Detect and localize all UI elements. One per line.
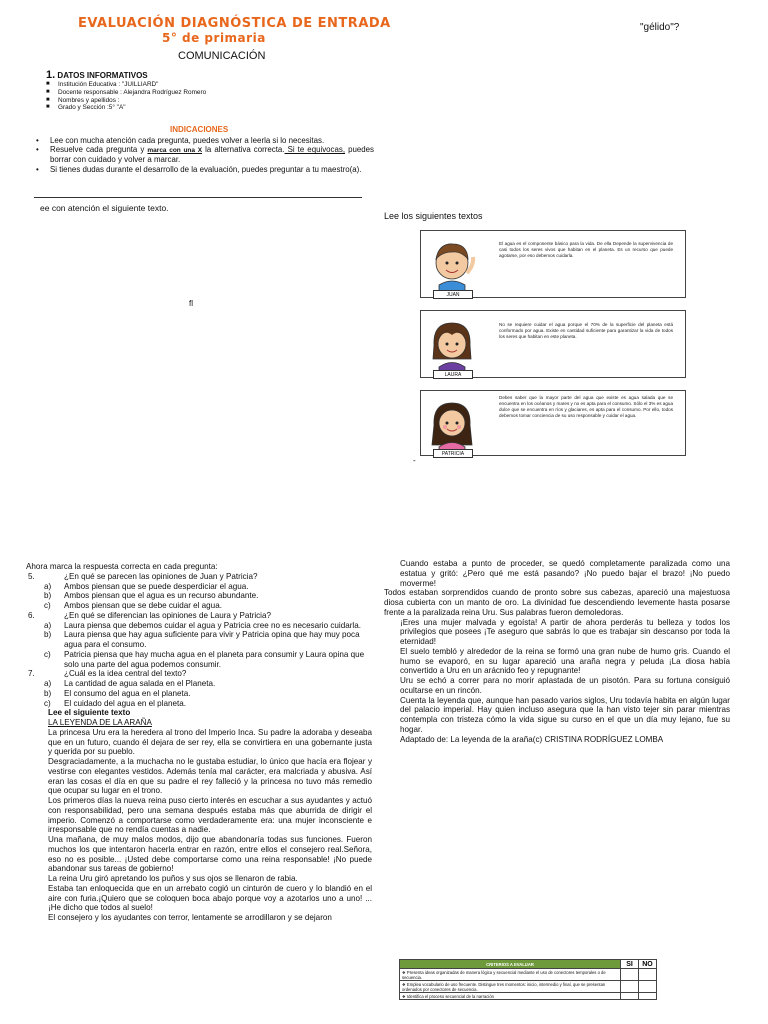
- boy-avatar-icon: [427, 235, 477, 293]
- card-name-label: PATRICIA: [433, 449, 473, 458]
- questions-column: [26, 562, 372, 923]
- rubric-yes-cell[interactable]: [621, 993, 639, 1000]
- diamond-bullet-icon: ❖: [402, 969, 407, 975]
- question-number: 7.: [28, 669, 35, 679]
- question-7: [26, 669, 372, 679]
- rubric-row: ❖ Identifica el proceso secuencial de la narración: [400, 993, 657, 1000]
- answer-option[interactable]: a) Laura piensa que debemos cuidar el agua y Patricia cree no es necesario cuidarla.: [44, 620, 361, 630]
- rubric-no-header: NO: [639, 960, 657, 969]
- diamond-bullet-icon: ❖: [402, 993, 407, 999]
- stray-tick: -: [413, 456, 416, 465]
- question-text: ¿En qué se diferencian las opiniones de Laura y Patricia?: [64, 610, 271, 620]
- corner-note: "gélido"?: [640, 22, 680, 33]
- questions-intro: Ahora marca la respuesta correcta en cada pregunta:: [26, 562, 218, 571]
- rubric-no-cell[interactable]: [639, 981, 657, 993]
- section-number: 1.: [46, 69, 56, 81]
- story-paragraph: Uru se echó a correr para no morir aplastada de un pisotón. Para su fortuna consiguió ocultarse en un rincón.: [400, 676, 730, 695]
- question-text: ¿Cuál es la idea central del texto?: [64, 669, 187, 679]
- rubric-no-cell[interactable]: [639, 969, 657, 981]
- diamond-bullet-icon: ❖: [402, 981, 407, 987]
- story-paragraph: Una mañana, de muy malos modos, dijo que abandonaría todas sus funciones. Fueron muchos los que intentaron hacerla entrar en razón, entre ellos el consejero real.Señora, eso no es posible... ¡Usted debe comportarse como una reina responsable! ¡No puede abandonar sus tareas de gobierno!: [48, 835, 372, 874]
- square-bullet-icon: ■: [46, 104, 50, 111]
- answer-option[interactable]: b) El consumo del agua en el planeta.: [44, 688, 191, 698]
- reading-instruction-texts: Lee los siguientes textos: [384, 211, 483, 221]
- answer-option[interactable]: a) La cantidad de agua salada en el Planeta.: [44, 679, 216, 688]
- stray-text: fl: [189, 299, 193, 308]
- story-instruction: Lee el siguiente texto: [48, 708, 131, 718]
- question-6: [26, 611, 372, 621]
- indicacion-item: • Lee con mucha atención cada pregunta, puedes volver a leerla si lo necesitas.: [36, 136, 325, 145]
- rubric-yes-cell[interactable]: [621, 981, 639, 993]
- girl-avatar-icon: [427, 315, 477, 373]
- card-name-label: LAURA: [433, 370, 473, 379]
- question-number: 6.: [28, 610, 35, 620]
- rubric-no-cell[interactable]: [639, 993, 657, 1000]
- datos-item: ■ Docente responsable : Alejandra Rodríguez Romero: [46, 88, 207, 96]
- indicaciones-heading: INDICACIONES: [170, 125, 229, 134]
- answer-option[interactable]: b) Laura piensa que hay agua suficiente para vivir y Patricia opina que hay muy poca agua para el consumo.: [44, 630, 360, 649]
- answer-option[interactable]: b) Ambos piensan que el agua es un recurso abundante.: [44, 591, 259, 601]
- story-paragraph: La reina Uru giró apretando los puños y sus ojos se llenaron de rabia.: [48, 874, 298, 883]
- rubric-row: ❖ Presenta ideas organizadas de manera lógica y secuencial mediante el uso de conectores temporales o de secuencia.: [400, 969, 657, 981]
- story-continuation-column: [384, 559, 730, 744]
- opinion-card-patricia: [420, 390, 686, 456]
- card-opinion-text: No se requiere cuidar el agua porque el 70% de la superficie del planeta está conformado por agua. Existe en cantidad suficiente para garantizar la vida de todos los seres que habitan en este planeta.: [499, 322, 673, 339]
- bullet-icon: •: [36, 164, 39, 174]
- datos-item: ■ Grado y Sección :5° "A": [46, 104, 126, 112]
- answer-option[interactable]: c) Patricia piensa que hay mucha agua en el planeta para consumir y Laura opina que solo una parte del agua podemos consumir.: [44, 649, 365, 669]
- story-paragraph: Cuando estaba a punto de proceder, se quedó completamente paralizada como una estatua y gritó: ¿Pero qué me está pasando? ¡No puedo bajar el brazo! ¡No puedo moverme!: [400, 559, 730, 588]
- card-opinion-text: El agua es el componente básico para la vida. De ella Depende la supervivencia de casi todos los seres vivos que habitan en el planeta. Es un recurso que puede agotarse, por eso debemos cuidarla.: [499, 241, 673, 258]
- opinion-card-laura: [420, 310, 686, 378]
- evaluation-rubric-table: [399, 959, 657, 1000]
- story-paragraph: Estaba tan enloquecida que en un arrebato cogió un cinturón de cuero y lo blandió en el aire con furia.¡Quiero que se coloquen boca abajo porque voy a azotarlos uno a uno! ...¡He dicho que todos al suelo!: [48, 883, 372, 913]
- square-bullet-icon: ■: [46, 88, 50, 95]
- story-credit: Adaptado de: La leyenda de la araña(c) CRISTINA RODRÍGUEZ LOMBA: [400, 734, 664, 744]
- story-paragraph: Todos estaban sorprendidos cuando de pronto sobre sus cabezas, apareció una majestuosa diosa cubierta con un manto de oro. La divinidad fue descendiendo levemente hasta posarse frente a la paralizada reina Uru. Sus palabras fueron demoledoras.: [384, 588, 730, 617]
- answer-option[interactable]: a) Ambos piensan que se puede desperdiciar el agua.: [44, 581, 249, 591]
- answer-option[interactable]: c) Ambos piensan que se debe cuidar el agua.: [44, 601, 222, 610]
- datos-item: ■ Institución Educativa : "JUILLIARD": [46, 81, 159, 88]
- story-paragraph: Cuenta la leyenda que, aunque han pasado varios siglos, Uru todavía habita en algún lugar del palacio imperial. Hay quien incluso asegura que la han visto tejer sin parar mientras contempla con tristeza cómo la vida sigue su curso en el que un día muy lejano, fue su hogar.: [400, 695, 730, 734]
- rubric-header: CRITERIOS A EVALUAR: [400, 960, 621, 969]
- grade-title: 5° de primaria: [162, 31, 266, 45]
- reading-instruction: ee con atención el siguiente texto.: [40, 203, 169, 213]
- answer-option[interactable]: c) El cuidado del agua en el planeta.: [44, 698, 186, 708]
- square-bullet-icon: ■: [46, 96, 50, 103]
- card-opinion-text: Debes saber que la mayor parte del agua que existe es agua salada que se encuentra en los océanos y mares y no es apta para el consumo. Sólo el 3% es agua dulce que se encuentra en ríos y glaciares, es apta para el consumo. Por ello, todos debemos tomar conciencia de su uso responsable y cuidar el agua.: [499, 395, 673, 418]
- rubric-row: ❖ Emplea vocabulario de uso frecuente. Distingue tres momentos: inicio, intermedio y final, que se presentan ordenados por conectores de secuencia.: [400, 981, 657, 993]
- card-name-label: JUAN: [433, 290, 473, 299]
- bullet-icon: •: [36, 145, 39, 155]
- story-paragraph: Desgraciadamente, a la muchacha no le gustaba estudiar, lo único que hacía era flojear y vestirse con elegantes vestidos. Además tenía mal carácter, era malcriada y abusiva. Así eran las cosas el día en que su padre el rey falleció y la princesa no tuvo más remedio que ocupar su lugar en el trono.: [48, 757, 372, 796]
- divider-line: [34, 197, 362, 198]
- evaluation-title: EVALUACIÓN DIAGNÓSTICA DE ENTRADA: [78, 16, 391, 31]
- datos-list: [46, 81, 206, 112]
- subject-title: COMUNICACIÓN: [178, 50, 266, 62]
- rubric-header-row: [400, 960, 657, 969]
- rubric-yes-header: SI: [621, 960, 639, 969]
- story-paragraph: Los primeros días la nueva reina puso cierto interés en escuchar a sus ayudantes y actuó con responsabilidad, pero una semana después estaba más que aburrida de dirigir el imperio. Comenzó a comportarse como verdaderamente era: una mujer inconsciente e irresponsable que no rendía cuentas a nadie.: [48, 796, 372, 835]
- section-datos-heading: [46, 69, 148, 81]
- rubric-yes-cell[interactable]: [621, 969, 639, 981]
- indicaciones-list: [36, 136, 374, 174]
- indicacion-item: • Si tienes dudas durante el desarrollo de la evaluación, puedes preguntar a tu maestro(a).: [36, 164, 362, 174]
- question-5: [26, 572, 372, 582]
- question-number: 5.: [28, 571, 35, 581]
- question-text: ¿En qué se parecen las opiniones de Juan y Patricia?: [64, 571, 258, 581]
- story-paragraph: El consejero y los ayudantes con terror, lentamente se arrodillaron y se dejaron: [48, 913, 332, 922]
- marca-x-emphasis: marca con una X: [147, 147, 203, 155]
- opinion-card-juan: [420, 230, 686, 298]
- story-paragraph: ¡Eres una mujer malvada y egoísta! A partir de ahora perderás tu belleza y todos los privilegios que posees ¡Te aseguro que sabrás lo que es trabajar sin descanso por toda la eternidad!: [400, 617, 730, 646]
- bullet-icon: •: [36, 136, 39, 145]
- square-bullet-icon: ■: [46, 81, 50, 87]
- indicacion-item: • Resuelve cada pregunta y marca con una X la alternativa correcta. Si te equivocas, puedes borrar con cuidado y volver a marcar.: [36, 145, 374, 165]
- girl-avatar-icon: [427, 395, 477, 453]
- story-title: LA LEYENDA DE LA ARAÑA: [48, 718, 152, 727]
- section-title: DATOS INFORMATIVOS: [57, 71, 148, 80]
- story-paragraph: El suelo tembló y alrededor de la reina se formó una gran nube de humo gris. Cuando el humo se evaporó, en su lugar apareció una araña negra y peluda ¡La diosa había convertido a Uru en un arácnido feo y repugnante!: [400, 646, 730, 676]
- datos-item: ■ Nombres y apellidos :: [46, 96, 120, 104]
- story-paragraph: La princesa Uru era la heredera al trono del Imperio Inca. Su padre la adoraba y deseaba que en un futuro, cuando él dejara de ser rey, ella se convirtiera en una gobernante justa y querida por su pueblo.: [48, 727, 372, 757]
